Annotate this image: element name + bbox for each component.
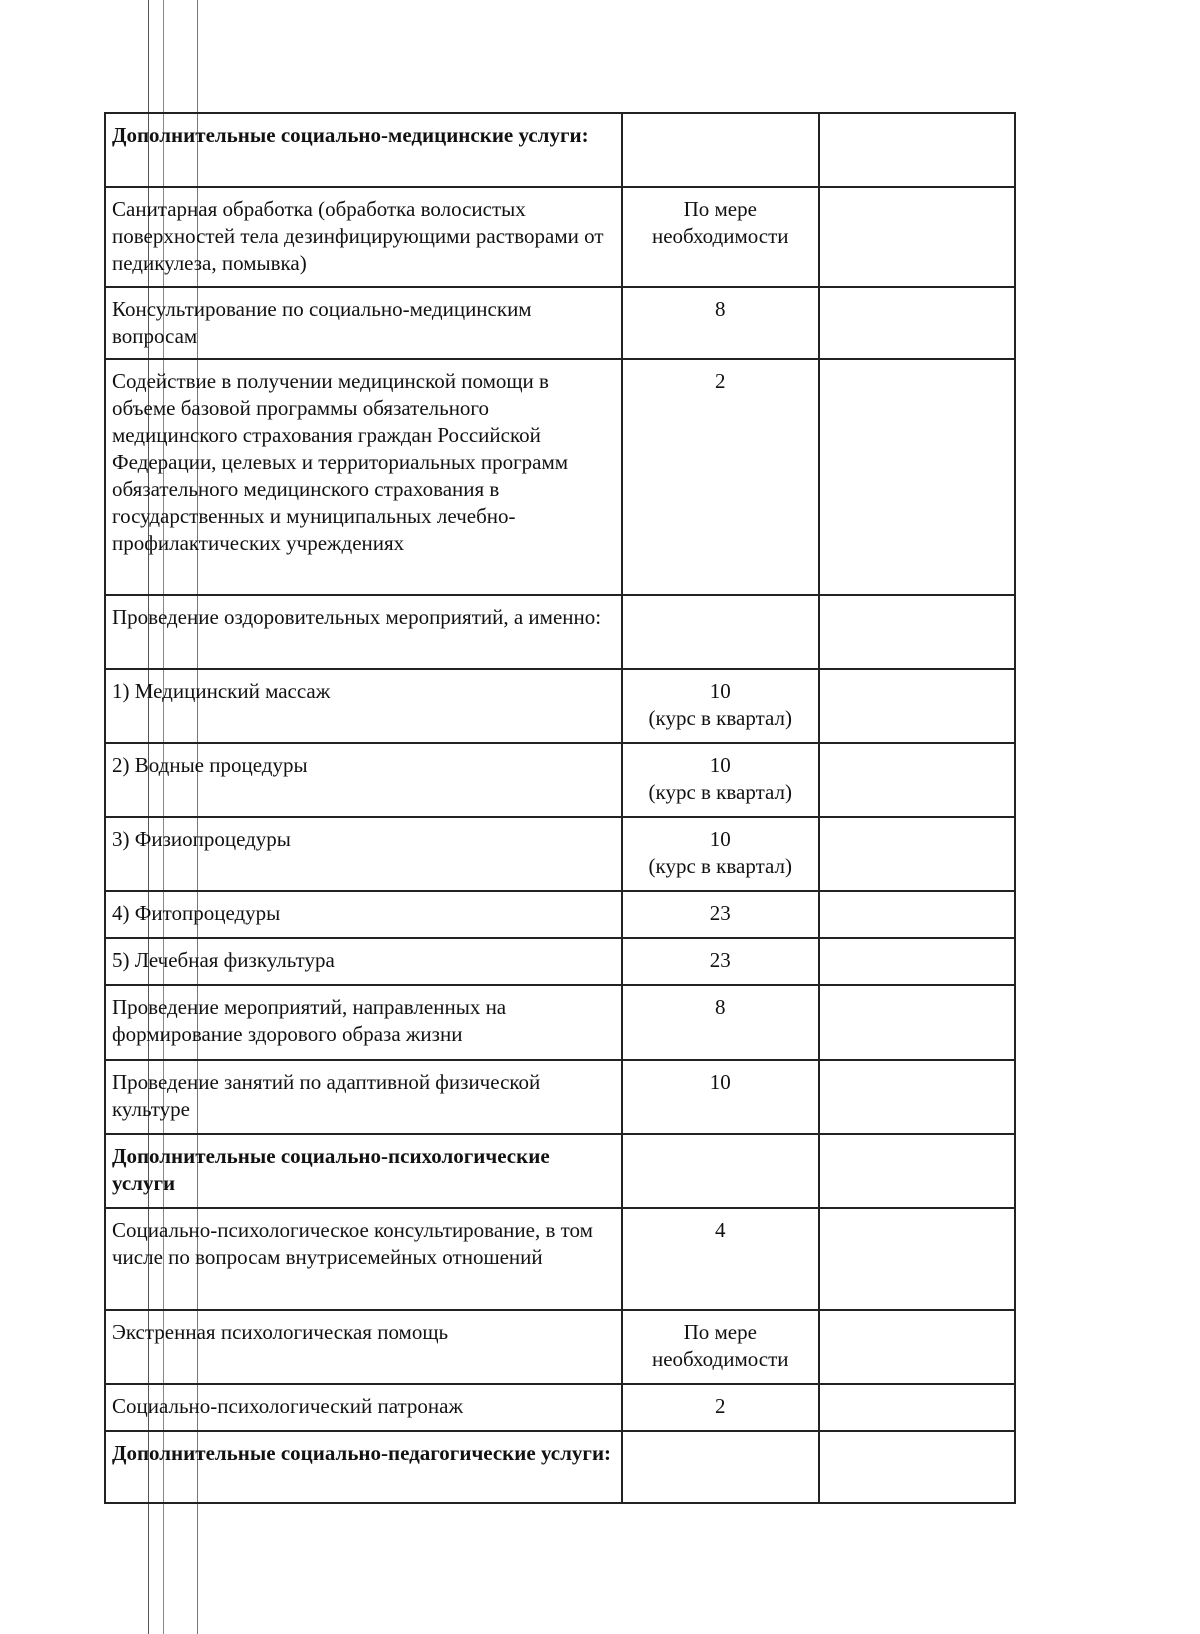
service-name: 1) Медицинский массаж: [105, 669, 622, 743]
service-frequency: 8: [622, 985, 818, 1060]
services-table: [104, 112, 1016, 1504]
table-row: [105, 1134, 1015, 1208]
table-row: [105, 669, 1015, 743]
service-frequency: 4: [622, 1208, 818, 1310]
empty-cell: [819, 187, 1016, 287]
table-row: [105, 113, 1015, 187]
table-row: [105, 938, 1015, 985]
table-row: [105, 1431, 1015, 1503]
table-row: [105, 1208, 1015, 1310]
service-name: Проведение занятий по адаптивной физической культуре: [105, 1060, 622, 1134]
service-frequency: [622, 1134, 818, 1208]
service-name: Экстренная психологическая помощь: [105, 1310, 622, 1384]
table-row: [105, 1060, 1015, 1134]
empty-cell: [819, 1208, 1016, 1310]
empty-cell: [819, 669, 1016, 743]
service-name: Социально-психологическое консультирование, в том числе по вопросам внутрисемейных отношений: [105, 1208, 622, 1310]
empty-cell: [819, 1060, 1016, 1134]
empty-cell: [819, 1384, 1016, 1431]
service-frequency: 23: [622, 938, 818, 985]
service-frequency: 10 (курс в квартал): [622, 743, 818, 817]
table-row: [105, 743, 1015, 817]
service-frequency: [622, 1431, 818, 1503]
service-name: 3) Физиопроцедуры: [105, 817, 622, 891]
table-row: [105, 891, 1015, 938]
empty-cell: [819, 359, 1016, 595]
service-frequency: [622, 595, 818, 669]
service-frequency: По мере необходимости: [622, 187, 818, 287]
empty-cell: [819, 287, 1016, 359]
service-name: Дополнительные социально-педагогические услуги:: [105, 1431, 622, 1503]
service-name: Санитарная обработка (обработка волосистых поверхностей тела дезинфицирующими растворами от педикулеза, помывка): [105, 187, 622, 287]
empty-cell: [819, 938, 1016, 985]
service-frequency: 23: [622, 891, 818, 938]
service-name: 2) Водные процедуры: [105, 743, 622, 817]
service-frequency: 10: [622, 1060, 818, 1134]
table-row: [105, 287, 1015, 359]
empty-cell: [819, 817, 1016, 891]
empty-cell: [819, 113, 1016, 187]
service-name: 4) Фитопроцедуры: [105, 891, 622, 938]
service-frequency: 8: [622, 287, 818, 359]
empty-cell: [819, 1310, 1016, 1384]
table-row: [105, 817, 1015, 891]
empty-cell: [819, 985, 1016, 1060]
service-name: Дополнительные социально-медицинские услуги:: [105, 113, 622, 187]
empty-cell: [819, 595, 1016, 669]
service-name: Содействие в получении медицинской помощи в объеме базовой программы обязательного медицинского страхования граждан Российской Федерации, целевых и территориальных программ обязательного медицинского страхования в государственных и муниципальных лечебно-профилактических учреждениях: [105, 359, 622, 595]
service-name: Проведение оздоровительных мероприятий, а именно:: [105, 595, 622, 669]
service-name: Консультирование по социально-медицинским вопросам: [105, 287, 622, 359]
empty-cell: [819, 1431, 1016, 1503]
empty-cell: [819, 891, 1016, 938]
service-name: 5) Лечебная физкультура: [105, 938, 622, 985]
service-frequency: По мере необходимости: [622, 1310, 818, 1384]
empty-cell: [819, 743, 1016, 817]
table-row: [105, 1310, 1015, 1384]
service-frequency: 10 (курс в квартал): [622, 817, 818, 891]
service-frequency: 10 (курс в квартал): [622, 669, 818, 743]
service-frequency: 2: [622, 1384, 818, 1431]
table-row: [105, 187, 1015, 287]
service-name: Социально-психологический патронаж: [105, 1384, 622, 1431]
service-frequency: [622, 113, 818, 187]
service-name: Проведение мероприятий, направленных на формирование здорового образа жизни: [105, 985, 622, 1060]
table-row: [105, 595, 1015, 669]
table-row: [105, 359, 1015, 595]
table-row: [105, 985, 1015, 1060]
table-row: [105, 1384, 1015, 1431]
service-frequency: 2: [622, 359, 818, 595]
empty-cell: [819, 1134, 1016, 1208]
service-name: Дополнительные социально-психологические услуги: [105, 1134, 622, 1208]
